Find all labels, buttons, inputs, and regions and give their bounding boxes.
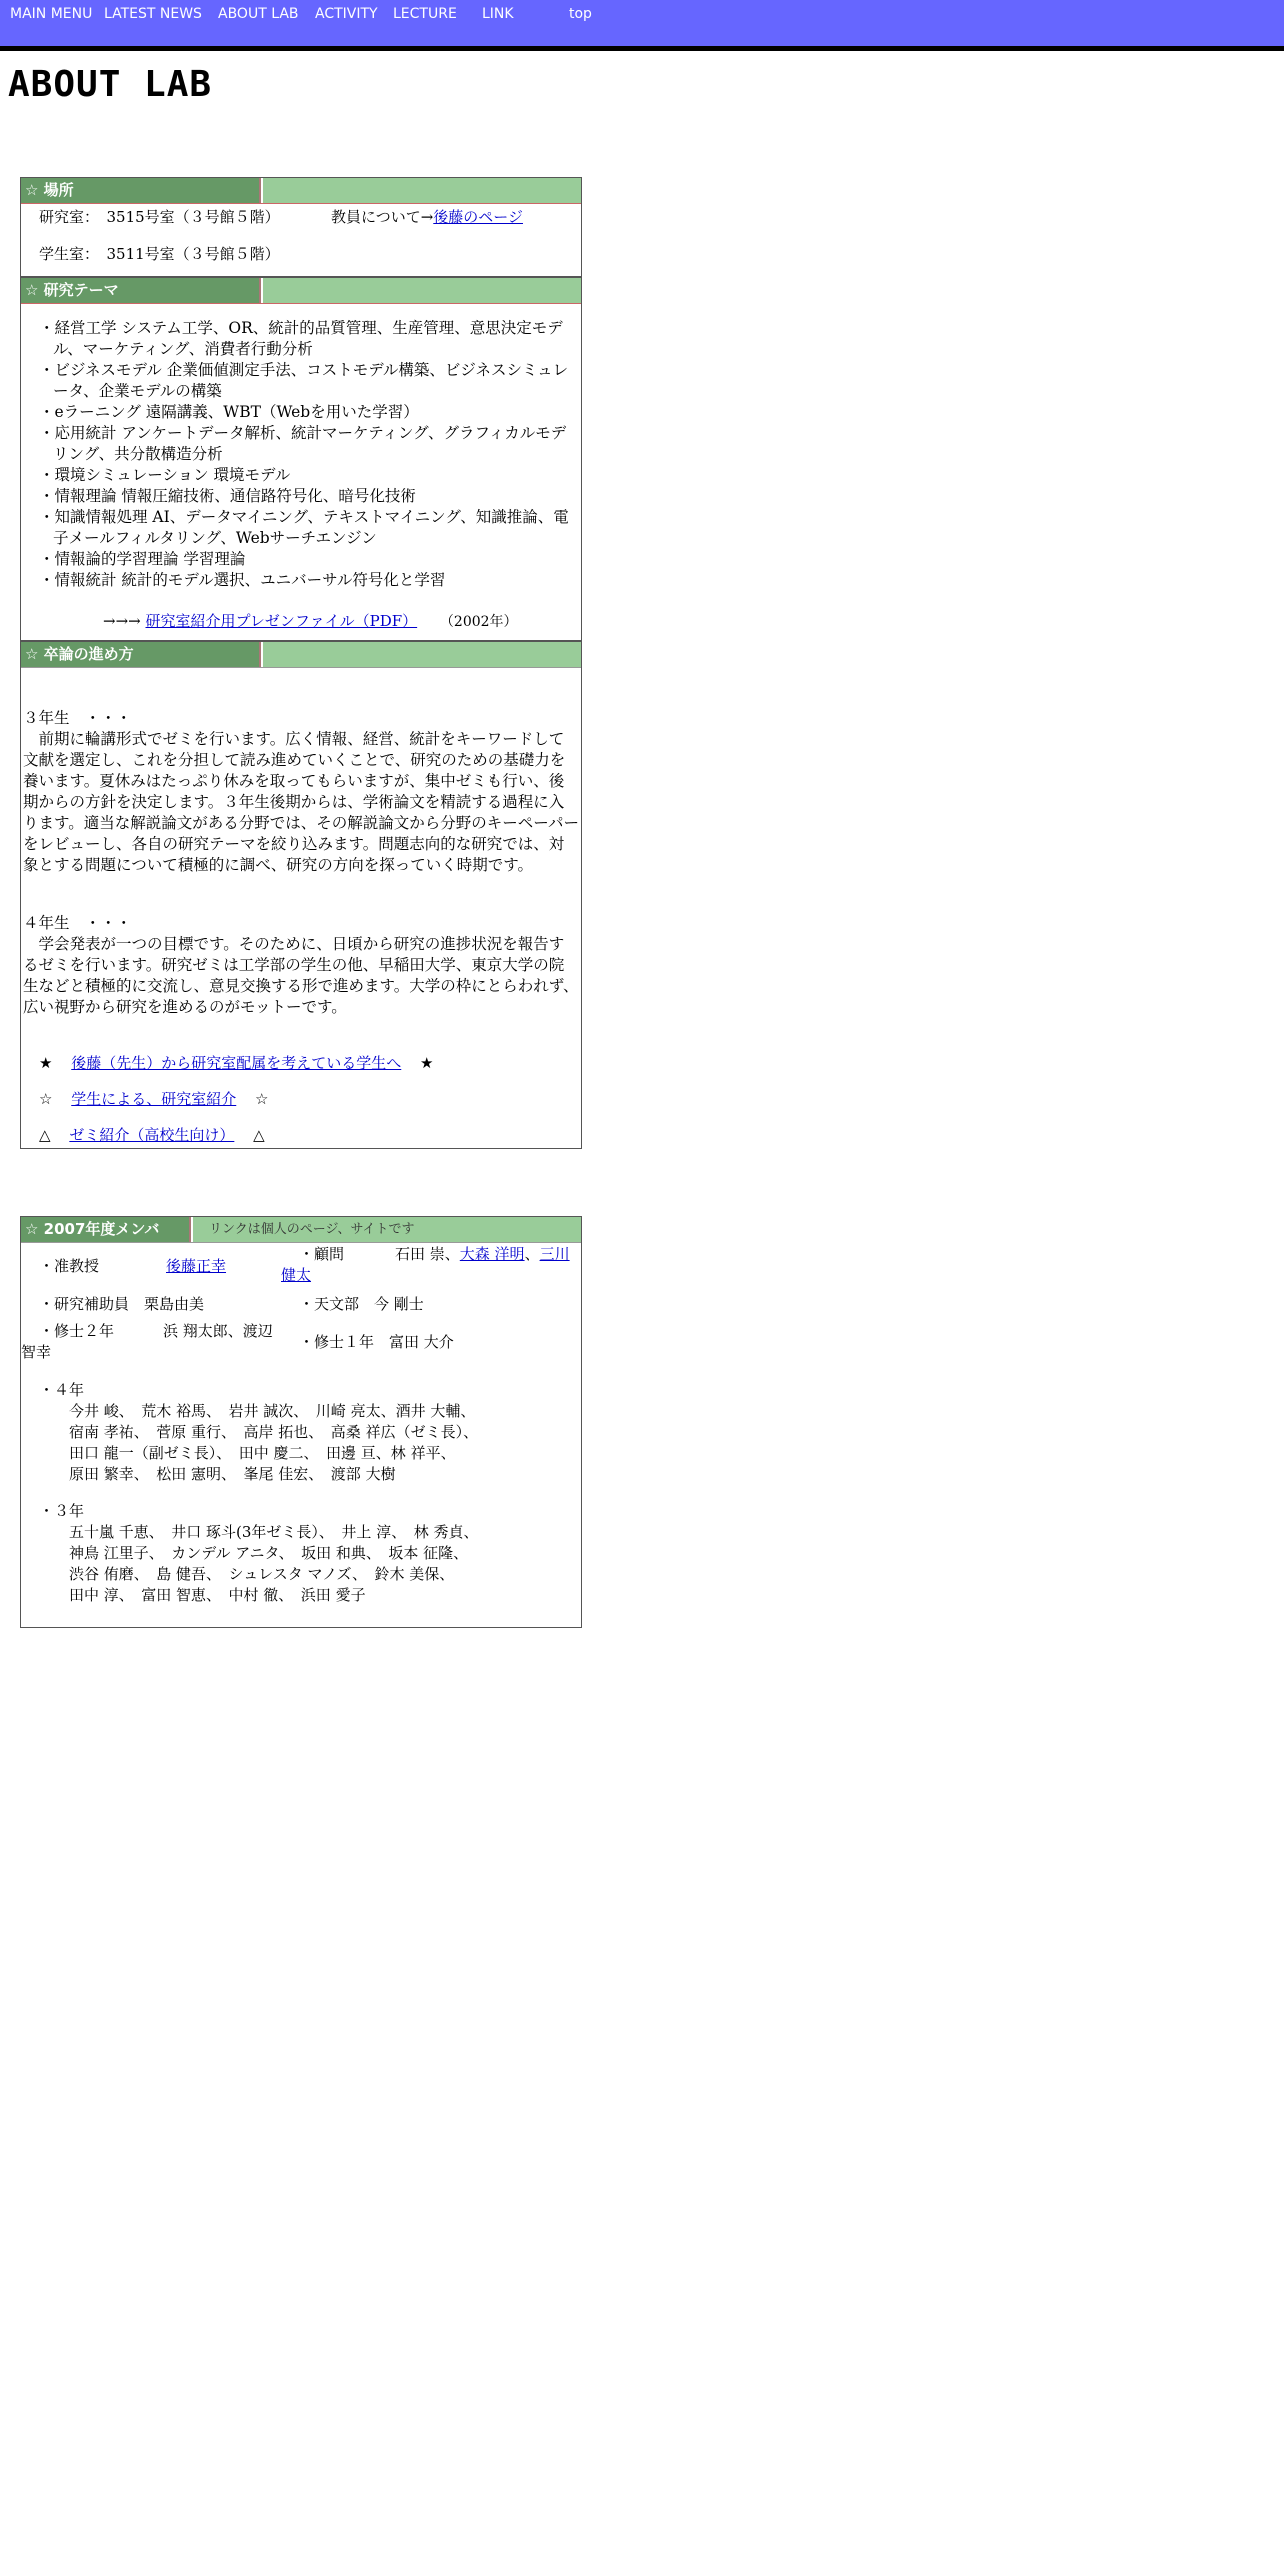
master2-names-cont: 智幸 xyxy=(21,1343,52,1361)
nav-lecture[interactable]: LECTURE xyxy=(393,6,457,22)
assoc-prof-link[interactable]: 後藤正幸 xyxy=(166,1257,227,1275)
themes-section xyxy=(20,277,582,641)
advisor-link-mikawa[interactable]: 三川 xyxy=(539,1245,570,1263)
pdf-link[interactable]: 研究室紹介用プレゼンファイル（PDF） xyxy=(145,612,418,630)
year4-text: 学会発表が一つの目標です。そのために、日頃から研究の進捗状況を報告するゼミを行います。研究ゼミは工学部の学生の他、早稲田大学、東京大学の院生などと積極的に交流し、意見交換する形で進めます。大学の枠にとらわれず、広い視野から研究を進めるのがモットーです。 xyxy=(23,935,579,1016)
nav-activity[interactable]: ACTIVITY xyxy=(315,6,378,22)
lab-room-text: 研究室： 3515号室（３号館５階） xyxy=(39,208,280,226)
year3-block xyxy=(23,708,579,876)
year3-label: ・３年 xyxy=(39,1502,85,1520)
year4-block xyxy=(23,913,579,1018)
themes-header-title: ☆ 研究テーマ xyxy=(21,278,261,303)
student-room-text: 学生室： 3511号室（３号館５階） xyxy=(39,245,280,263)
pdf-year: （2002年） xyxy=(439,614,518,630)
student-intro-link[interactable]: 学生による、研究室紹介 xyxy=(71,1090,237,1108)
thesis-section xyxy=(20,641,582,1149)
year4-label: ・４年 xyxy=(39,1381,85,1399)
star-outline-icon: ☆ xyxy=(255,1090,269,1108)
nav-latest-news[interactable]: LATEST NEWS xyxy=(104,6,202,22)
faculty-prefix: 教員について→ xyxy=(331,208,434,226)
list-item: ・経営工学 システム工学、OR、統計的品質管理、生産管理、意思決定モデル、マーケティング、消費者行動分析 xyxy=(39,319,563,358)
student-intro-link-row xyxy=(39,1088,268,1109)
pdf-line xyxy=(103,610,518,631)
nav-main-menu[interactable]: MAIN MENU xyxy=(10,6,93,22)
nav-about-lab[interactable]: ABOUT LAB xyxy=(218,6,299,22)
arrow-prefix: →→→ xyxy=(103,612,141,630)
triangle-icon: △ xyxy=(39,1126,51,1144)
assoc-prof-label: ・准教授 xyxy=(39,1257,100,1275)
advisor-link-omori[interactable]: 大森 洋明 xyxy=(459,1245,525,1263)
themes-header xyxy=(21,278,581,304)
list-item: ・情報論的学習理論 学習理論 xyxy=(39,550,246,568)
master2-names: 浜 翔太郎、渡辺 xyxy=(163,1322,273,1340)
advisor-label: ・顧問 xyxy=(299,1245,345,1263)
themes-list xyxy=(39,318,569,591)
faculty-page-link[interactable]: 後藤のページ xyxy=(433,208,523,226)
year4-names-line: 宿南 孝祐、 菅原 重行、 高岸 拓也、 高桑 祥広（ゼミ長）、 xyxy=(69,1423,479,1441)
advice-link-row xyxy=(39,1052,433,1073)
page-title: ABOUT LAB xyxy=(8,64,213,105)
year3-names-line: 渋谷 侑磨、 島 健吾、 シュレスタ マノズ、 鈴木 美保、 xyxy=(69,1565,455,1583)
nav-link[interactable]: LINK xyxy=(482,6,514,22)
seminar-intro-link[interactable]: ゼミ紹介（高校生向け） xyxy=(69,1126,235,1144)
star-icon: ★ xyxy=(39,1054,53,1072)
advisor-names xyxy=(395,1243,570,1264)
location-header-title: ☆ 場所 xyxy=(21,178,261,203)
year4-title: ４年生 ・・・ xyxy=(23,914,132,932)
list-item: ・知識情報処理 AI、データマイニング、テキストマイニング、知識推論、電子メールフィルタリング、Webサーチエンジン xyxy=(39,508,569,547)
faculty-info xyxy=(331,206,523,227)
header-fill xyxy=(263,278,581,303)
triangle-icon: △ xyxy=(253,1126,265,1144)
header-fill xyxy=(263,642,581,667)
location-header xyxy=(21,178,581,204)
year3-names-line: 神鳥 江里子、 カンデル アニタ、 坂田 和典、 坂本 征隆、 xyxy=(69,1544,469,1562)
members-header xyxy=(21,1217,581,1243)
astronomy-club: ・天文部 今 剛士 xyxy=(299,1295,424,1313)
advisor-plain: 石田 崇、 xyxy=(395,1245,460,1263)
members-note: リンクは個人のページ、サイトです xyxy=(193,1217,581,1242)
year3-text: 前期に輪講形式でゼミを行います。広く情報、経営、統計をキーワードして文献を選定し、これを分担して読み進めていくことで、研究のための基礎力を養います。夏休みはたっぷり休みを取ってもらいますが、集中ゼミも行い、後期からの方針を決定します。３年生後期からは、学術論文を精読する過程に入ります。適当な解説論文がある分野では、その解説論文から分野のキーペーパーをレビューし、各自の研究テーマを絞り込みます。問題志向的な研究では、対象とする問題について積極的に調べ、研究の方向を探っていく時期です。 xyxy=(23,730,579,874)
year3-members xyxy=(39,1501,478,1606)
advisor-sep: 、 xyxy=(524,1245,540,1263)
list-item: ・応用統計 アンケートデータ解析、統計マーケティング、グラフィカルモデリング、共分散構造分析 xyxy=(39,424,567,463)
list-item: ・情報理論 情報圧縮技術、通信路符号化、暗号化技術 xyxy=(39,487,416,505)
year3-title: ３年生 ・・・ xyxy=(23,709,132,727)
location-section xyxy=(20,177,582,277)
seminar-intro-link-row xyxy=(39,1124,265,1145)
year3-names-line: 五十嵐 千恵、 井口 琢斗(3年ゼミ長）、 井上 淳、 林 秀貞、 xyxy=(69,1523,479,1541)
members-header-title: ☆ 2007年度メンバ xyxy=(21,1217,191,1242)
list-item: ・eラーニング 遠隔講義、WBT（Webを用いた学習） xyxy=(39,403,419,421)
list-item: ・情報統計 統計的モデル選択、ユニバーサル符号化と学習 xyxy=(39,571,446,589)
star-outline-icon: ☆ xyxy=(39,1090,53,1108)
members-section xyxy=(20,1216,582,1628)
advisor-link-mikawa-cont[interactable]: 健太 xyxy=(281,1266,312,1284)
top-nav-bar xyxy=(0,0,1284,51)
year4-names-line: 今井 峻、 荒木 裕馬、 岩井 誠次、 川崎 亮太、酒井 大輔、 xyxy=(69,1402,476,1420)
list-item: ・ビジネスモデル 企業価値測定手法、コストモデル構築、ビジネスシミュレータ、企業モデルの構築 xyxy=(39,361,569,400)
list-item: ・環境シミュレーション 環境モデル xyxy=(39,466,291,484)
thesis-header-title: ☆ 卒論の進め方 xyxy=(21,642,261,667)
year3-names-line: 田中 淳、 富田 智恵、 中村 徹、 浜田 愛子 xyxy=(69,1586,366,1604)
year4-names-line: 原田 繁幸、 松田 憲明、 峯尾 佳宏、 渡部 大樹 xyxy=(69,1465,396,1483)
master2-label: ・修士２年 xyxy=(39,1322,115,1340)
advice-to-students-link[interactable]: 後藤（先生）から研究室配属を考えている学生へ xyxy=(71,1054,402,1072)
master1: ・修士１年 富田 大介 xyxy=(299,1333,454,1351)
year4-names-line: 田口 龍一（副ゼミ長）、 田中 慶二、 田邊 亘、林 祥平、 xyxy=(69,1444,456,1462)
star-icon: ★ xyxy=(420,1054,434,1072)
thesis-header xyxy=(21,642,581,668)
nav-top[interactable]: top xyxy=(569,6,592,22)
header-fill xyxy=(263,178,581,203)
research-assistant: ・研究補助員 栗島由美 xyxy=(39,1295,205,1313)
year4-members xyxy=(39,1380,478,1485)
